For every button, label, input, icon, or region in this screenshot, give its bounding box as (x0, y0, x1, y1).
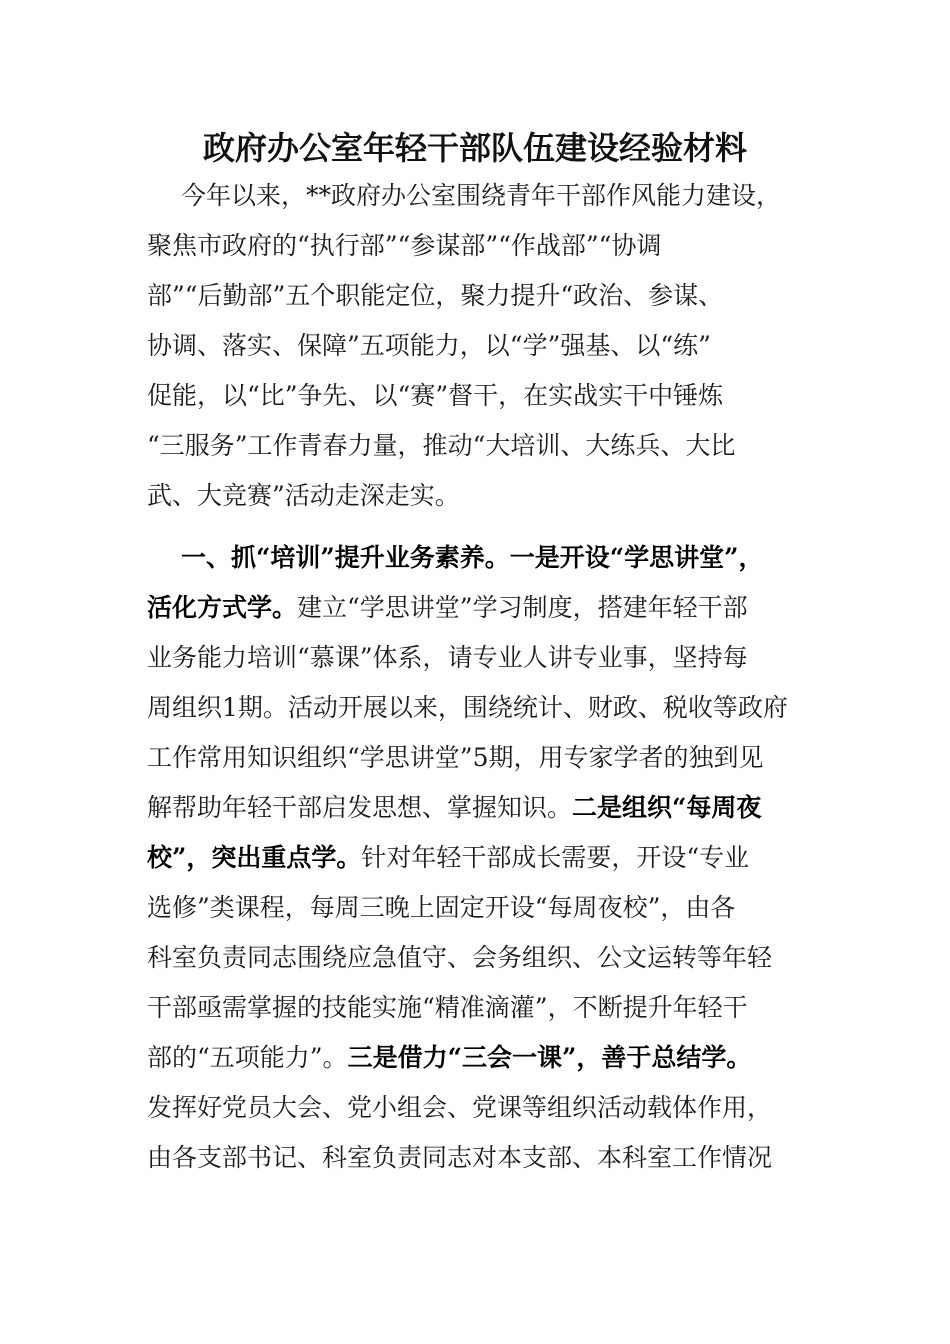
intro-line-2: 聚焦市政府的“执行部”“参谋部”“作战部”“协调 (147, 231, 662, 260)
intro-line-1: 今年以来，**政府办公室围绕青年干部作风能力建设， (181, 181, 782, 210)
section1-line-6 (147, 788, 761, 828)
section1-text: 针对年轻干部成长需要，开设“专业 (361, 843, 750, 872)
intro-line-3: 部”“后勤部”五个职能定位，聚力提升“政治、参谋、 (147, 281, 724, 310)
section1-text: 解帮助年轻干部启发思想、掌握知识。 (147, 793, 573, 822)
section1-line-5: 工作常用知识组织“学思讲堂”5期，用专家学者的独到见 (147, 743, 764, 772)
section1-line-13: 由各支部书记、科室负责同志对本支部、本科室工作情况 (147, 1143, 773, 1172)
section1-text: 部的“五项能力”。 (147, 1043, 348, 1072)
section1-subheading-2-cont: 校”，突出重点学。 (147, 843, 362, 872)
section1-heading-line: 一、抓“培训”提升业务素养。一是开设“学思讲堂”， (181, 543, 764, 572)
section1-line-7 (147, 838, 749, 878)
section1-line-8: 选修”类课程，每周三晚上固定开设“每周夜校”，由各 (147, 893, 736, 922)
section1-line-11 (147, 1038, 751, 1078)
section1-subheading-3: 三是借力“三会一课”，善于总结学。 (347, 1043, 752, 1072)
section1-line-4: 周组织1期。活动开展以来，围绕统计、财政、税收等政府 (147, 693, 788, 722)
document-title: 政府办公室年轻干部队伍建设经验材料 (202, 129, 747, 167)
section1-line-9: 科室负责同志围绕应急值守、会务组织、公文运转等年轻 (147, 943, 773, 972)
section1-subheading-1: 活化方式学。 (147, 593, 298, 622)
section1-line-12: 发挥好党员大会、党小组会、党课等组织活动载体作用， (147, 1093, 773, 1122)
section1-line-3: 业务能力培训“慕课”体系，请专业人讲专业事，坚持每 (147, 643, 748, 672)
intro-line-5: 促能，以“比”争先、以“赛”督干，在实战实干中锤炼 (147, 381, 724, 410)
intro-line-4: 协调、落实、保障”五项能力，以“学”强基、以“练” (147, 331, 711, 360)
section1-line-2 (147, 588, 748, 628)
section1-text: 建立“学思讲堂”学习制度，搭建年轻干部 (297, 593, 748, 622)
intro-line-6: “三服务”工作青春力量，推动“大培训、大练兵、大比 (147, 431, 736, 460)
section1-line-10: 干部亟需掌握的技能实施“精准滴灌”，不断提升年轻干 (147, 993, 748, 1022)
intro-line-7: 武、大竞赛”活动走深走实。 (147, 481, 460, 510)
section1-subheading-2: 二是组织“每周夜 (572, 793, 762, 822)
